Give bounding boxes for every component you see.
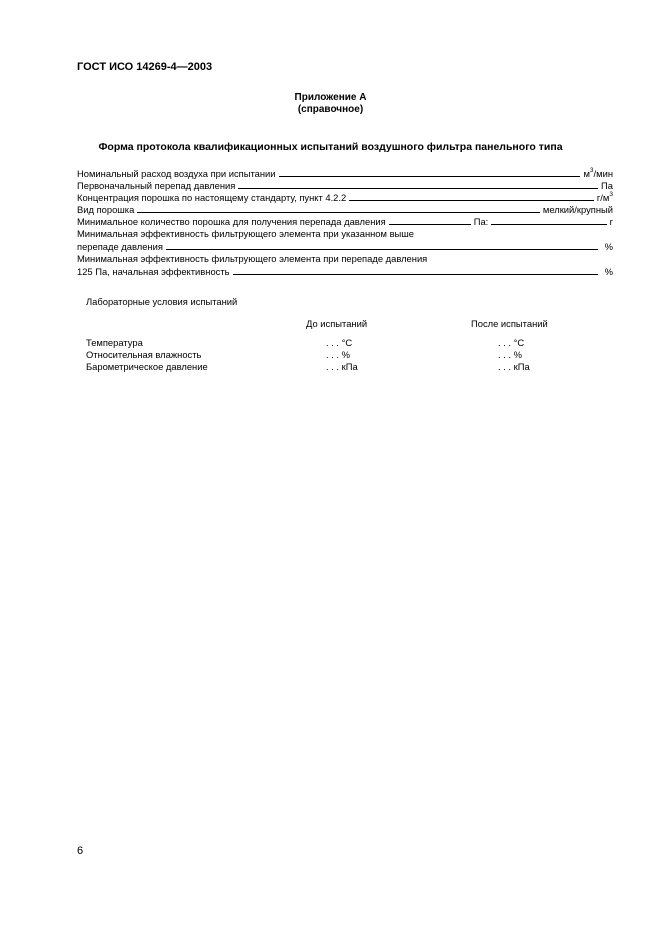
condition-label-pressure: Барометрическое давление bbox=[86, 361, 208, 372]
field-min-efficiency-125-line2 bbox=[77, 265, 613, 277]
blank-line bbox=[233, 265, 598, 275]
field-label: Первоначальный перепад давления bbox=[77, 180, 236, 191]
field-dust-type bbox=[77, 203, 613, 215]
field-min-efficiency-line2 bbox=[77, 240, 613, 252]
field-min-efficiency-125-line1 bbox=[77, 253, 613, 265]
blank-line bbox=[279, 167, 581, 177]
blank-line bbox=[389, 215, 471, 225]
field-dust-concentration bbox=[77, 191, 613, 203]
field-air-flow bbox=[77, 167, 613, 179]
field-unit: г bbox=[609, 216, 613, 227]
field-unit: $м^3$/мин bbox=[583, 166, 613, 179]
field-label: Минимальная эффективность фильтрующего элемента при указанном выше bbox=[77, 228, 415, 239]
condition-label-humidity: Относительная влажность bbox=[86, 349, 202, 360]
blank-line bbox=[166, 240, 598, 250]
annex-subtitle: (справочное) bbox=[297, 104, 364, 115]
field-min-dust-amount bbox=[77, 215, 613, 227]
field-initial-pressure-drop bbox=[77, 179, 613, 191]
field-unit: % bbox=[604, 266, 613, 277]
blank-line bbox=[137, 203, 540, 213]
field-label: Номинальный расход воздуха при испытании bbox=[77, 168, 276, 179]
document-header: ГОСТ ИСО 14269-4—2003 bbox=[77, 61, 213, 73]
page-number: 6 bbox=[77, 845, 84, 857]
lab-conditions-title: Лабораторные условия испытаний bbox=[86, 296, 238, 307]
condition-label-temperature: Температура bbox=[86, 337, 143, 348]
field-unit: мелкий/крупный bbox=[542, 204, 613, 215]
column-after-test: После испытаний bbox=[471, 318, 548, 329]
field-label: Концентрация порошка по настоящему стандарту, пункт 4.2.2 bbox=[77, 192, 347, 203]
blank-line bbox=[491, 215, 606, 225]
field-min-efficiency-line1 bbox=[77, 228, 613, 240]
condition-after-temperature: . . . °C bbox=[498, 337, 525, 348]
column-before-test: До испытаний bbox=[306, 318, 368, 329]
field-mid-unit: Па: bbox=[473, 216, 489, 227]
field-label: Минимальная эффективность фильтрующего элемента при перепаде давления bbox=[77, 253, 428, 264]
field-label: Вид порошка bbox=[77, 204, 135, 215]
blank-line bbox=[238, 179, 598, 189]
field-label: 125 Па, начальная эффективность bbox=[77, 266, 230, 277]
field-unit: $г/м^3$ bbox=[596, 190, 613, 203]
annex-heading bbox=[0, 92, 661, 116]
form-title: Форма протокола квалификационных испытаний воздушного фильтра панельного типа bbox=[98, 141, 563, 153]
field-unit: % bbox=[604, 241, 613, 252]
field-unit: Па bbox=[601, 180, 613, 191]
field-label: перепаде давления bbox=[77, 241, 163, 252]
annex-title: Приложение А bbox=[294, 92, 367, 103]
blank-line bbox=[349, 191, 594, 201]
condition-after-humidity: . . . % bbox=[498, 349, 522, 360]
condition-before-temperature: . . . °C bbox=[326, 337, 353, 348]
condition-before-pressure: . . . кПа bbox=[326, 361, 358, 372]
condition-before-humidity: . . . % bbox=[326, 349, 350, 360]
field-label: Минимальное количество порошка для получения перепада давления bbox=[77, 216, 386, 227]
condition-after-pressure: . . . кПа bbox=[498, 361, 530, 372]
